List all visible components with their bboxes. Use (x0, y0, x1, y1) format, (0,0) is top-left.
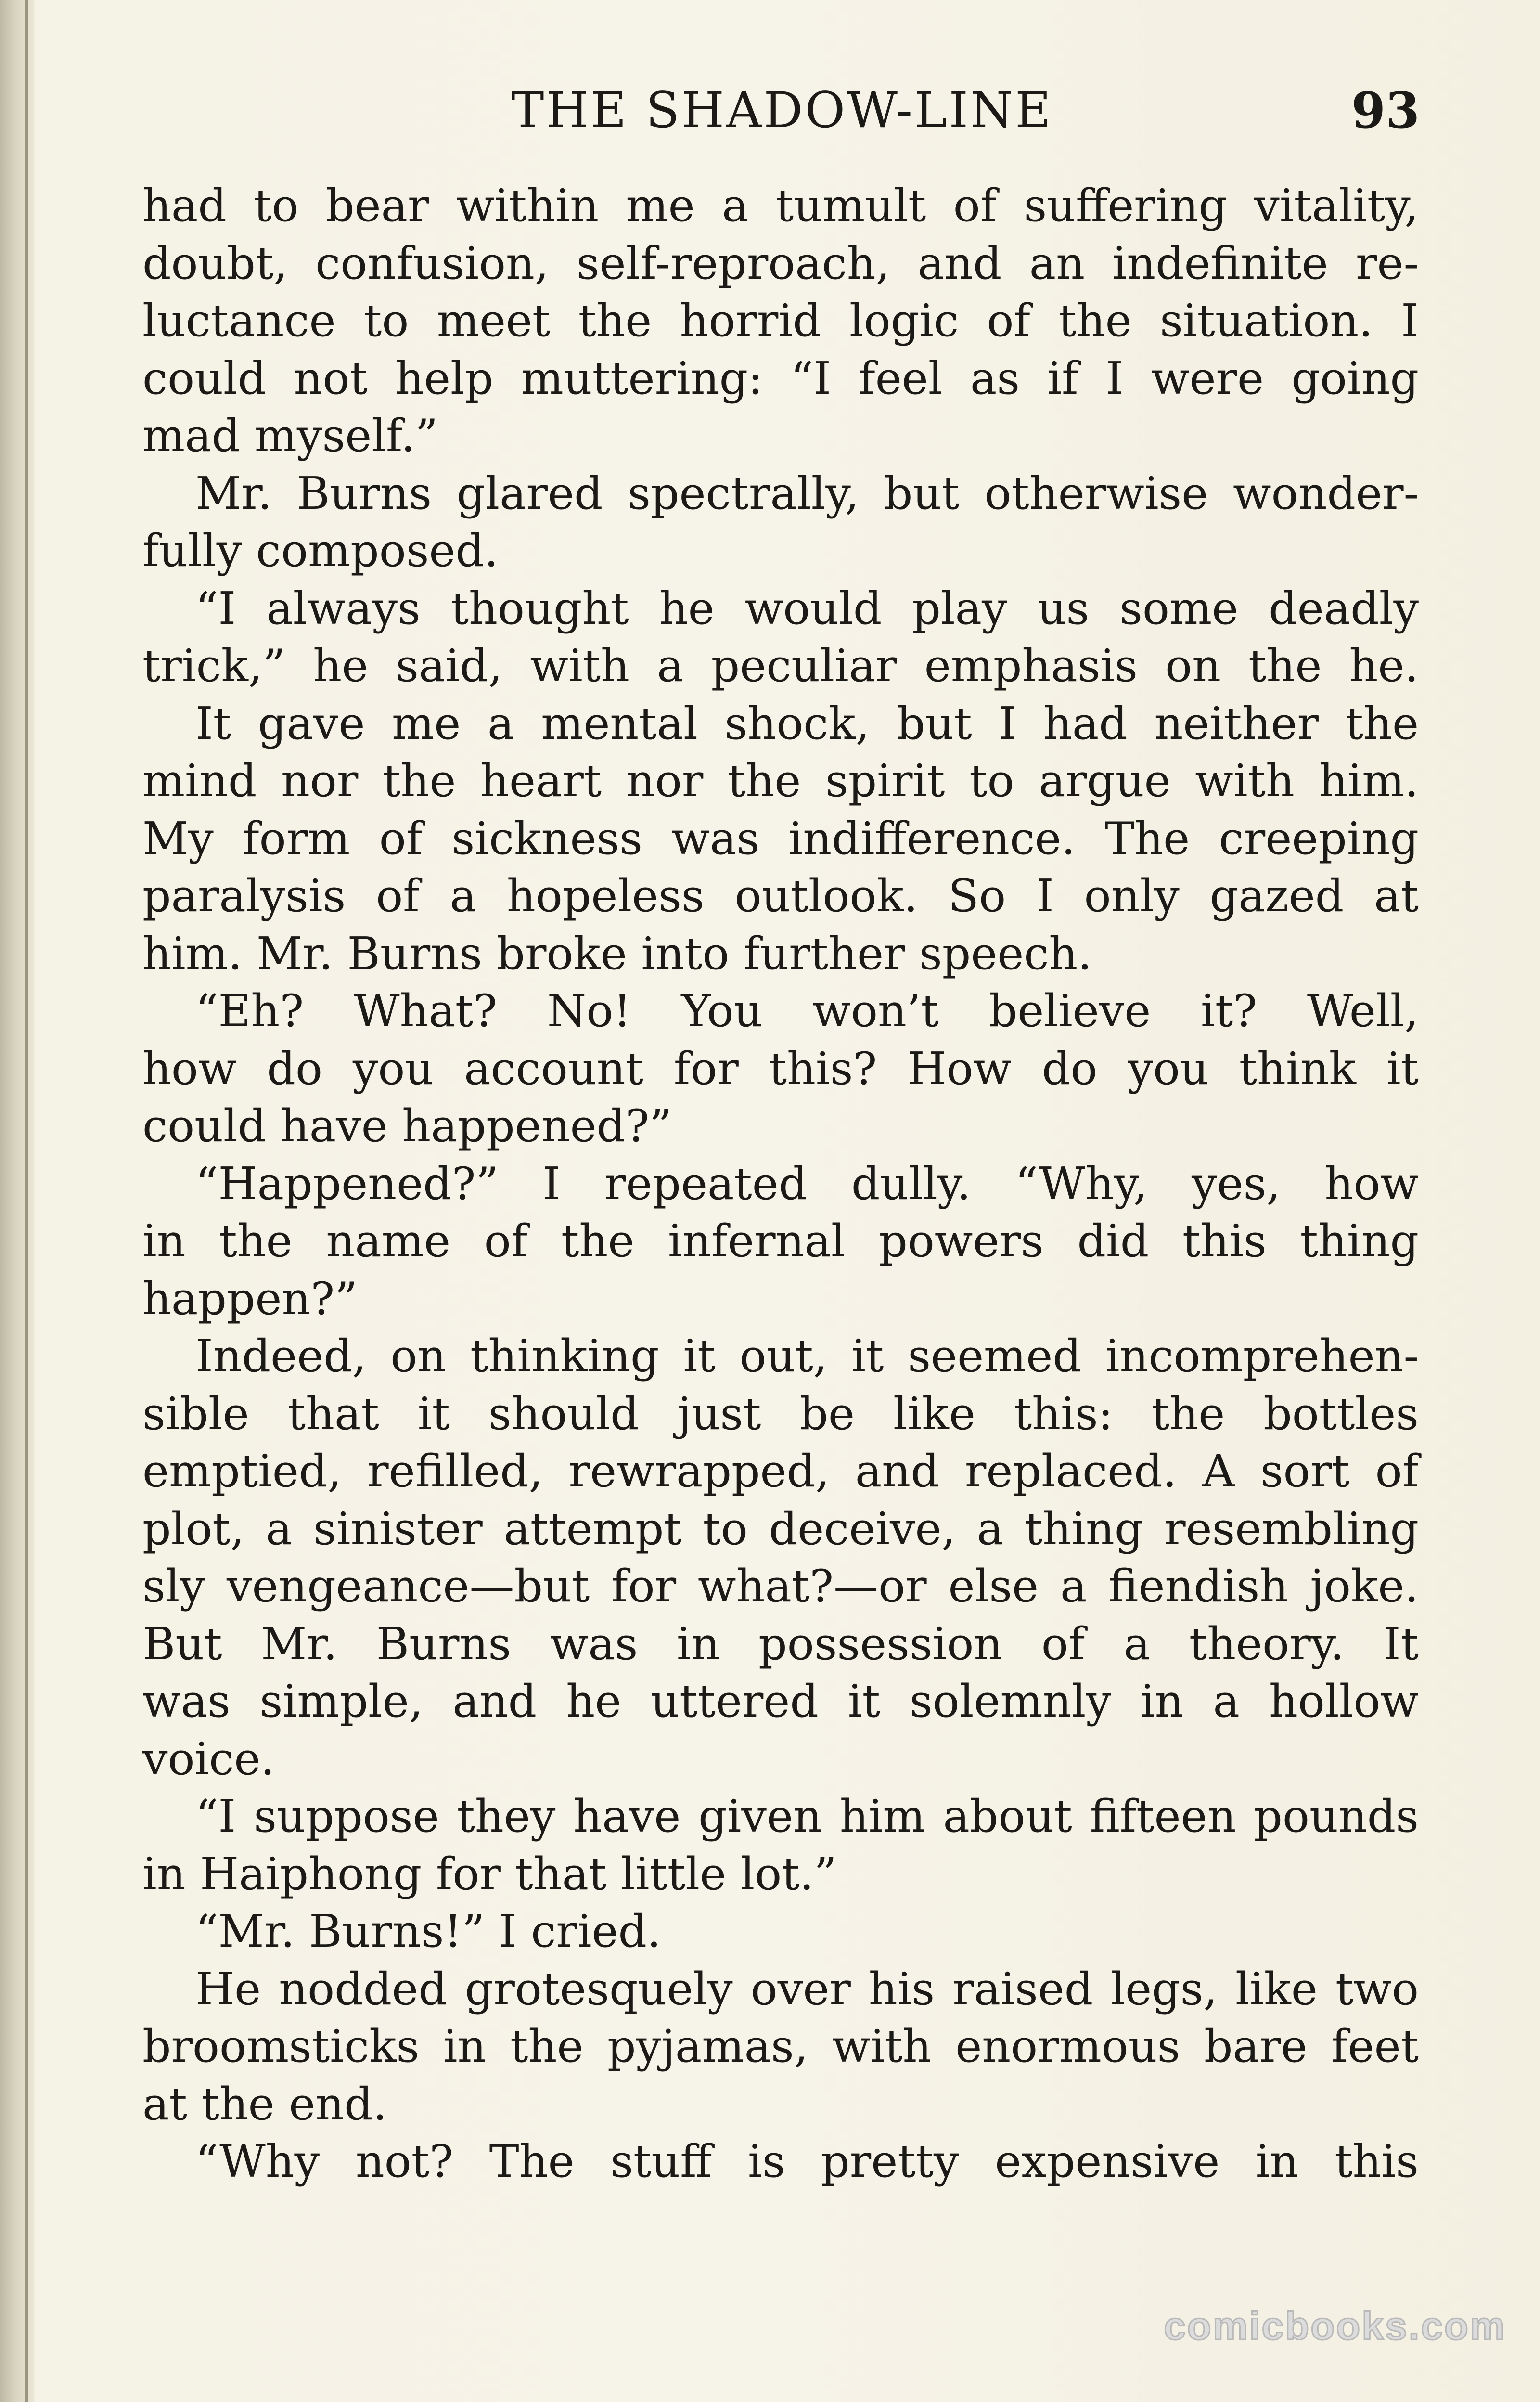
text-line: in Haiphong for that little lot.” (142, 1847, 837, 1900)
text-line: “Why not? The stuff is pretty expensive in this (195, 2135, 1419, 2187)
text-line: It gave me a mental shock, but I had neither the (195, 697, 1419, 749)
text-line: could not help muttering: “I feel as if I were going (142, 352, 1419, 404)
text-line: sible that it should just be like this: the bottles (142, 1387, 1419, 1440)
text-line: was simple, and he uttered it solemnly in a hollow (142, 1675, 1419, 1727)
text-line: broomsticks in the pyjamas, with enormous bare feet (142, 2020, 1419, 2072)
text-line: could have happened?” (142, 1100, 672, 1152)
text-line: paralysis of a hopeless outlook. So I only gazed at (142, 870, 1419, 922)
text-line: “Happened?” I repeated dully. “Why, yes, how (195, 1157, 1419, 1210)
text-line: Mr. Burns glared spectrally, but otherwise wonder- (195, 467, 1419, 519)
text-line: how do you account for this? How do you think it (142, 1042, 1419, 1095)
page-number: 93 (1351, 82, 1420, 140)
text-line: sly vengeance—but for what?—or else a fiendish joke. (142, 1560, 1419, 1612)
text-line: luctance to meet the horrid logic of the situation. I (142, 295, 1419, 347)
text-line: My form of sickness was indifference. The creeping (142, 812, 1419, 865)
binding-line (25, 0, 28, 2402)
text-line: “I always thought he would play us some deadly (195, 582, 1419, 634)
text-line: “I suppose they have given him about fifteen pounds (195, 1790, 1419, 1842)
text-line: fully composed. (142, 525, 499, 577)
text-line: Indeed, on thinking it out, it seemed incomprehen- (195, 1330, 1419, 1382)
text-line: “Eh? What? No! You won’t believe it? Well, (195, 985, 1419, 1037)
body-text (142, 177, 1419, 2191)
text-line: trick,” he said, with a peculiar emphasis on the he. (142, 640, 1419, 692)
text-line: voice. (142, 1732, 275, 1785)
text-line: happen?” (142, 1272, 358, 1325)
page-binding (0, 0, 34, 2402)
text-line: “Mr. Burns!” I cried. (195, 1905, 661, 1957)
text-line: emptied, refilled, rewrapped, and replaced. A sort of (142, 1445, 1419, 1497)
text-line: mad myself.” (142, 410, 438, 462)
text-line: had to bear within me a tumult of suffering vitality, (142, 180, 1419, 232)
text-line: plot, a sinister attempt to deceive, a thing resembling (142, 1502, 1419, 1555)
text-line: But Mr. Burns was in possession of a theory. It (142, 1617, 1419, 1670)
watermark: comicbooks.com (1164, 2304, 1506, 2348)
text-line: He nodded grotesquely over his raised legs, like two (195, 1963, 1419, 2015)
text-line: at the end. (142, 2078, 387, 2130)
text-line: in the name of the infernal powers did this thing (142, 1215, 1419, 1267)
text-line: mind nor the heart nor the spirit to argue with him. (142, 755, 1419, 807)
text-line: him. Mr. Burns broke into further speech. (142, 927, 1092, 980)
running-head (144, 77, 1420, 144)
running-head-title: THE SHADOW-LINE (511, 82, 1053, 139)
text-line: doubt, confusion, self-reproach, and an indefinite re- (142, 237, 1419, 289)
